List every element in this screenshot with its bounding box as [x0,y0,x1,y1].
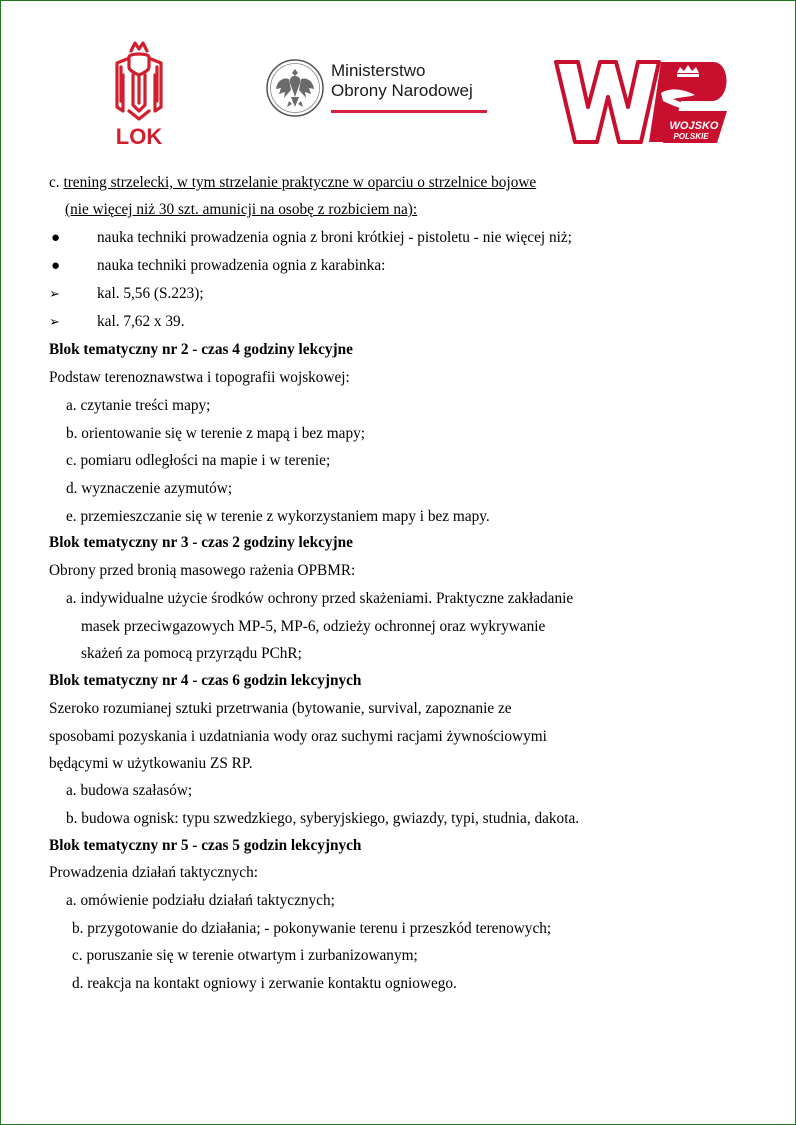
block5-intro: Prowadzenia działań taktycznych: [49,864,258,881]
block5-item: d. reakcja na kontakt ogniowy i zerwanie kontaktu ogniowego. [72,975,457,992]
block2-intro: Podstaw terenoznawstwa i topografii wojskowej: [49,369,350,386]
wp-label-line1: WOJSKO [669,120,719,132]
block3-intro: Obrony przed bronią masowego rażenia OPBMR: [49,562,356,579]
bullet-item: nauka techniki prowadzenia ognia z karabinka: [97,257,386,274]
wojsko-polskie-logo [553,59,731,145]
mon-logo [265,57,495,119]
section-c-line2: (nie więcej niż 30 szt. amunicji na osobę z rozbiciem na): [65,201,418,218]
block5-item: c. poruszanie się w terenie otwartym i zurbanizowanym; [72,947,418,964]
block2-heading: Blok tematyczny nr 2 - czas 4 godziny lekcyjne [49,341,353,358]
block5-item: b. przygotowanie do działania; - pokonywanie terenu i przeszkód terenowych; [72,920,552,937]
block4-intro-line: będącymi w użytkowaniu ZS RP. [49,755,253,772]
block3-item-line: masek przeciwgazowych MP-5, MP-6, odzieży ochronnej oraz wykrywanie [81,618,546,635]
logo-header [1,1,796,166]
arrow-item: kal. 5,56 (S.223); [97,285,204,302]
mon-name-line2: Obrony Narodowej [331,81,473,100]
block2-item: e. przemieszczanie się w terenie z wykorzystaniem mapy i bez mapy. [66,508,490,525]
block3-item-line: skażeń za pomocą przyrządu PChR; [81,645,302,662]
arrow-bullet-icon: ➢ [49,314,60,329]
lok-logo [109,41,169,149]
block4-intro-line: Szeroko rozumianej sztuki przetrwania (bytowanie, survival, zapoznanie ze [49,700,512,717]
block2-item: d. wyznaczenie azymutów; [66,480,233,497]
block4-item: b. budowa ognisk: typu szwedzkiego, syberyjskiego, gwiazdy, typi, studnia, dakota. [66,810,580,827]
block4-item: a. budowa szałasów; [66,782,193,799]
block3-heading: Blok tematyczny nr 3 - czas 2 godziny lekcyjne [49,534,353,551]
lok-eagle-icon [109,41,169,149]
section-c-title: trening strzelecki, w tym strzelanie praktyczne w oparciu o strzelnice bojowe [63,174,537,191]
block4-intro-line: sposobami pozyskania i uzdatniania wody oraz suchymi racjami żywnościowymi [49,728,547,745]
block2-item: c. pomiaru odległości na mapie i w terenie; [66,452,331,469]
arrow-bullet-icon: ➢ [49,286,60,301]
block2-item: a. czytanie treści mapy; [66,397,211,414]
mon-name-line1: Ministerstwo [331,61,426,80]
section-c-line1 [49,174,536,192]
arrow-item: kal. 7,62 x 39. [97,313,185,330]
wp-label-line2: POLSKIE [673,132,709,141]
mon-red-bar [331,110,487,113]
wp-logo-icon [553,59,731,145]
block4-heading: Blok tematyczny nr 4 - czas 6 godzin lekcyjnych [49,672,362,689]
bullet-icon: ● [51,258,61,274]
block5-item: a. omówienie podziału działań taktycznych; [66,892,335,909]
block2-item: b. orientowanie się w terenie z mapą i bez mapy; [66,425,366,442]
bullet-item: nauka techniki prowadzenia ognia z broni krótkiej - pistoletu - nie więcej niż; [97,229,572,246]
section-c-prefix: c. [49,174,60,191]
block5-heading: Blok tematyczny nr 5 - czas 5 godzin lekcyjnych [49,837,362,854]
svg-text:LOK: LOK [115,124,163,149]
mon-eagle-emblem-icon [265,57,325,119]
bullet-icon: ● [51,230,61,246]
block3-item-line: a. indywidualne użycie środków ochrony przed skażeniami. Praktyczne zakładanie [66,590,574,607]
